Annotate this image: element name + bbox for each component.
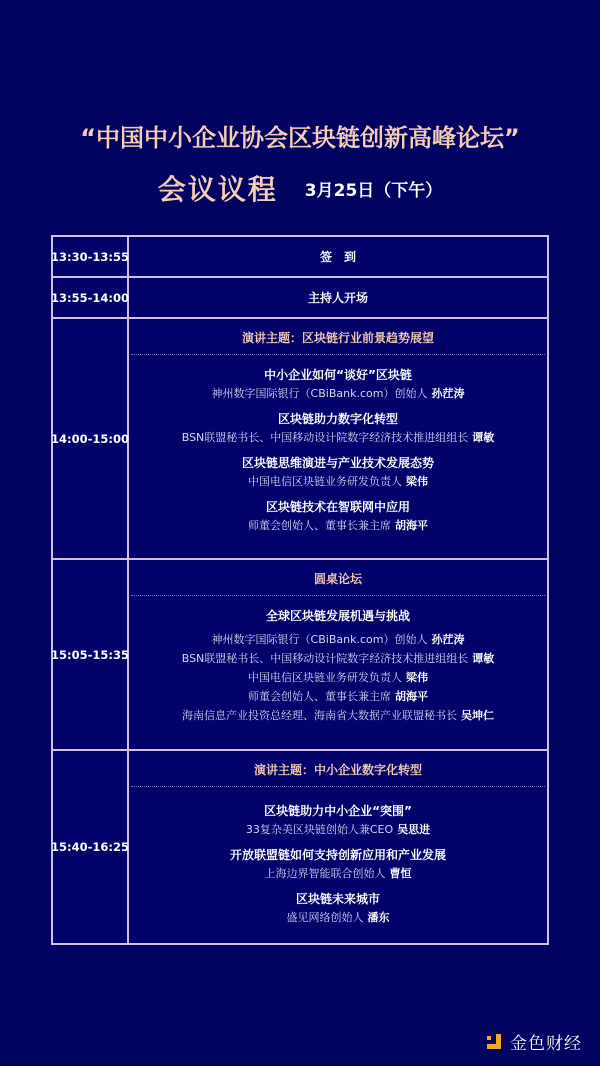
speaker-name: 潘东: [367, 911, 390, 924]
time-cell: 13:30-13:55: [53, 237, 129, 276]
agenda-row-roundtable: [53, 558, 547, 749]
talk-list: [129, 787, 547, 927]
agenda-row-signin: [53, 237, 547, 276]
speaker: [129, 865, 547, 883]
jinse-logo: [484, 1029, 582, 1054]
panelist-role: 中国电信区块链业务研发负责人: [248, 671, 402, 684]
forum-title: “中国中小企业协会区块链创新高峰论坛”: [80, 124, 520, 152]
time-cell: 13:55-14:00: [53, 278, 129, 317]
subtitle-row: [0, 168, 600, 208]
logo-text: 金色财经: [510, 1034, 582, 1054]
talk-item: [129, 889, 547, 927]
speaker-role: 中国电信区块链业务研发负责人: [248, 475, 402, 488]
panelist: [129, 706, 547, 725]
panelist-name: 吴坤仁: [461, 709, 494, 722]
panelist: [129, 687, 547, 706]
panelist-name: 胡海平: [395, 690, 428, 703]
panelist-role: 师董会创始人、董事长兼主席: [248, 690, 391, 703]
talk-title: 中小企业如何“谈好”区块链: [264, 368, 412, 382]
speaker-name: 谭敏: [472, 431, 495, 444]
panelist-name: 孙茳涛: [431, 633, 465, 646]
speaker: [129, 517, 547, 535]
speaker-role: 师董会创始人、董事长兼主席: [248, 519, 391, 532]
speaker: [129, 473, 547, 491]
session-label: 主持人开场: [307, 291, 368, 305]
speaker-name: 梁伟: [406, 475, 428, 488]
speaker-name: 胡海平: [395, 519, 428, 532]
time-cell: 15:05-15:35: [53, 560, 129, 749]
speaker-role: 上海边界智能联合创始人: [264, 867, 386, 880]
talk-item: [129, 845, 547, 883]
panelist: [129, 630, 547, 649]
panelist-name: 谭敏: [472, 652, 495, 665]
jinse-logo-icon: [484, 1032, 504, 1052]
session-theme: 圆桌论坛: [131, 560, 545, 596]
talk-title: 区块链助力数字化转型: [277, 412, 398, 426]
talk-title: 区块链未来城市: [295, 892, 380, 906]
talk-item: [129, 497, 547, 535]
speaker-role: BSN联盟秘书长、中国移动设计院数字经济技术推进组组长: [181, 431, 469, 444]
speaker-role: 神州数字国际银行（CBiBank.com）创始人: [211, 387, 428, 400]
talk-title: 区块链思维演进与产业技术发展态势: [241, 456, 434, 470]
speaker: [129, 821, 547, 839]
talk-item: [129, 801, 547, 839]
panelist-role: BSN联盟秘书长、中国移动设计院数字经济技术推进组组长: [181, 652, 469, 665]
session-label: 签 到: [319, 250, 356, 264]
time-cell: 14:00-15:00: [53, 319, 129, 558]
talk-item: [129, 453, 547, 491]
speaker-name: 曹恒: [389, 867, 412, 880]
panelist: [129, 649, 547, 668]
speaker-role: 33复杂美区块链创始人兼CEO: [245, 823, 394, 836]
panel: [129, 596, 547, 725]
panelist-role: 海南信息产业投资总经理、海南省大数据产业联盟秘书长: [182, 709, 457, 722]
agenda-row-opening: [53, 276, 547, 317]
panelist: [129, 668, 547, 687]
talk-list: [129, 355, 547, 535]
panel-title: 全球区块链发展机遇与挑战: [265, 609, 410, 623]
speaker: [129, 429, 547, 447]
panelist-name: 梁伟: [406, 671, 428, 684]
speaker-role: 盛见网络创始人: [286, 911, 364, 924]
agenda-heading: 会议议程: [157, 173, 278, 206]
speaker: [129, 909, 547, 927]
talk-item: [129, 409, 547, 447]
time-cell: 15:40-16:25: [53, 751, 129, 943]
talk-title: 开放联盟链如何支持创新应用和产业发展: [229, 848, 446, 862]
agenda-row-keynotes-1: [53, 317, 547, 558]
agenda-table: [51, 235, 549, 945]
agenda-row-keynotes-2: [53, 749, 547, 943]
session-theme: 演讲主题：中小企业数字化转型: [131, 751, 545, 787]
speaker-name: 吴思进: [397, 823, 431, 836]
talk-title: 区块链技术在智联网中应用: [265, 500, 410, 514]
session-theme: 演讲主题：区块链行业前景趋势展望: [131, 319, 545, 355]
speaker-name: 孙茳涛: [431, 387, 465, 400]
panelist-role: 神州数字国际银行（CBiBank.com）创始人: [211, 633, 428, 646]
speaker: [129, 385, 547, 403]
talk-item: [129, 365, 547, 403]
agenda-date: 3月25日（下午）: [304, 180, 443, 201]
talk-title: 区块链助力中小企业“突围”: [264, 804, 412, 818]
